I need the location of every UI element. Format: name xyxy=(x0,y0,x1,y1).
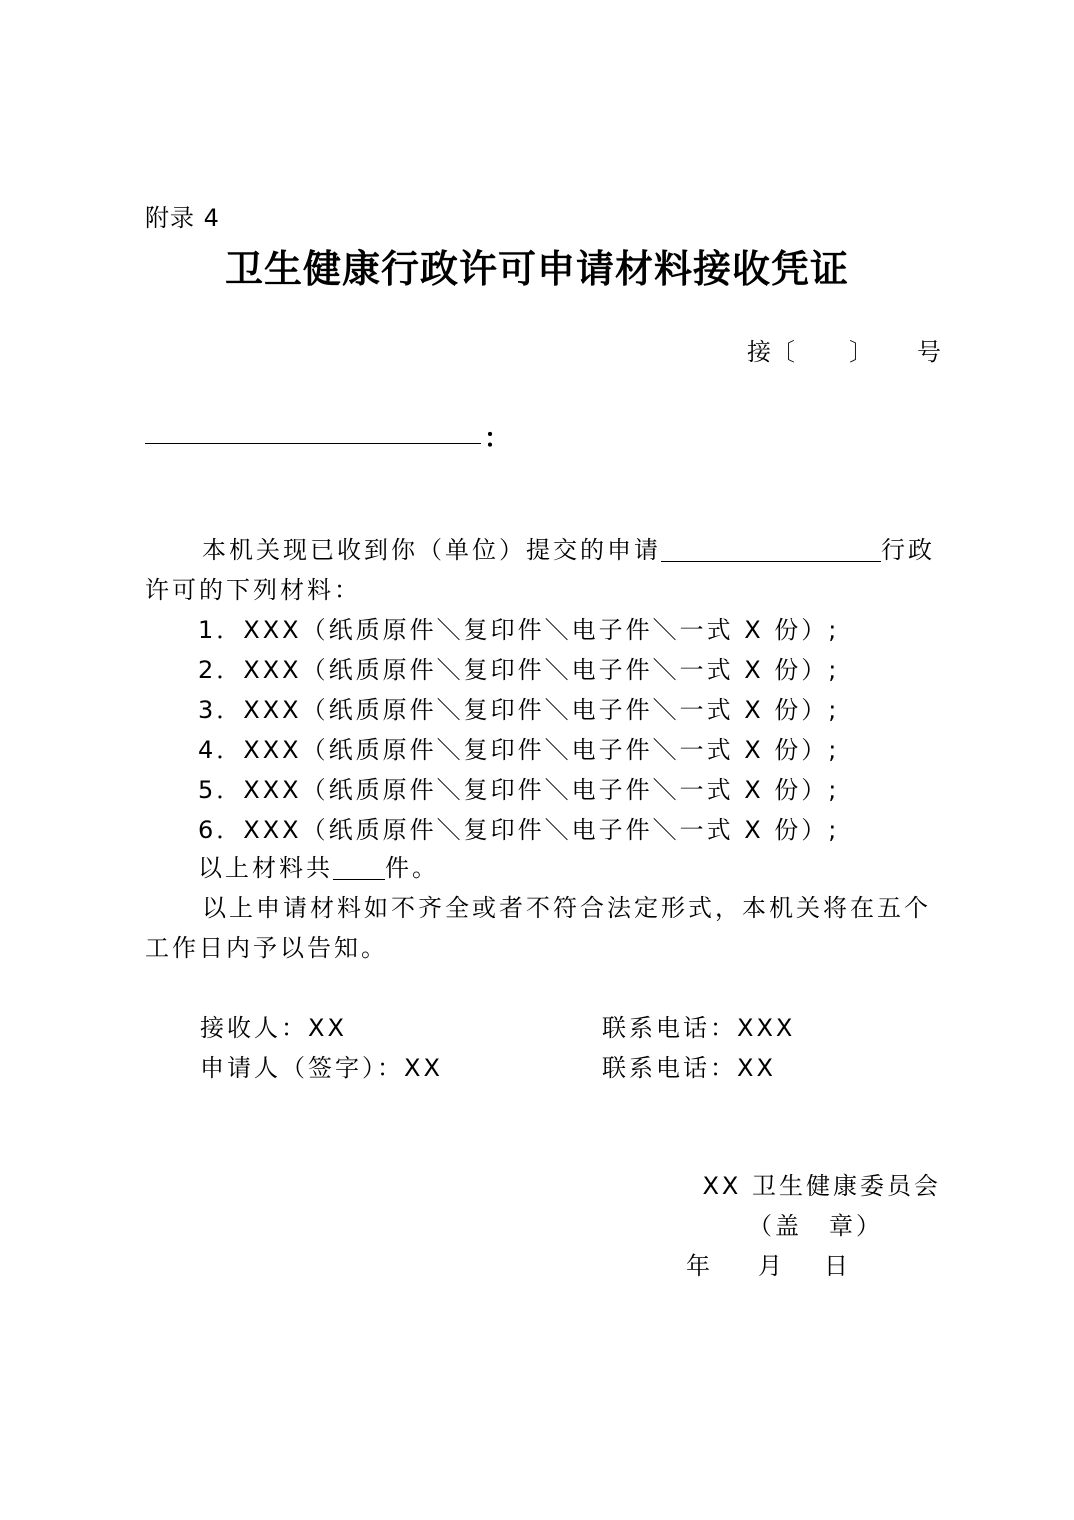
material-item: 3．XXX（纸质原件＼复印件＼电子件＼一式 X 份）; xyxy=(198,696,840,724)
material-item: 6．XXX（纸质原件＼复印件＼电子件＼一式 X 份）; xyxy=(198,816,840,844)
receiver-phone-field: 联系电话：XXX xyxy=(602,1014,796,1042)
notice-paragraph xyxy=(145,888,941,968)
total-suffix: 件。 xyxy=(385,854,439,882)
total-prefix: 以上材料共 xyxy=(198,854,333,882)
date-line xyxy=(686,1246,848,1281)
date-day: 日 xyxy=(824,1252,848,1280)
material-item: 4．XXX（纸质原件＼复印件＼电子件＼一式 X 份）; xyxy=(198,736,840,764)
material-item: 1．XXX（纸质原件＼复印件＼电子件＼一式 X 份）; xyxy=(198,616,840,644)
issuing-organization: XX 卫生健康委员会 xyxy=(702,1172,941,1200)
materials-total xyxy=(198,848,439,888)
total-count-blank xyxy=(333,853,385,880)
receipt-number xyxy=(747,332,941,367)
addressee-colon: ： xyxy=(484,424,511,454)
material-item: 2．XXX（纸质原件＼复印件＼电子件＼一式 X 份）; xyxy=(198,656,840,684)
notice-text: 以上申请材料如不齐全或者不符合法定形式，本机关将在五个工作日内予以告知。 xyxy=(145,894,931,962)
intro-part2: 行政许可的下列材料： xyxy=(145,536,935,604)
intro-paragraph xyxy=(145,530,941,610)
addressee-blank xyxy=(145,421,481,444)
seal-label: （盖 章） xyxy=(748,1212,883,1240)
receiver-field: 接收人：XX xyxy=(200,1014,347,1042)
appendix-label: 附录 4 xyxy=(145,204,220,232)
date-month: 月 xyxy=(758,1252,782,1280)
applicant-phone-field: 联系电话：XX xyxy=(602,1054,776,1082)
date-year: 年 xyxy=(686,1252,710,1280)
material-item: 5．XXX（纸质原件＼复印件＼电子件＼一式 X 份）; xyxy=(198,776,840,804)
intro-part1: 本机关现已收到你（单位）提交的申请 xyxy=(202,536,661,564)
document-title: 卫生健康行政许可申请材料接收凭证 xyxy=(224,246,849,291)
receipt-number-suffix: 号 xyxy=(917,338,941,366)
applicant-field: 申请人（签字）：XX xyxy=(200,1054,443,1082)
materials-list xyxy=(198,610,839,850)
receipt-number-close: 〕 xyxy=(849,338,873,366)
receipt-number-prefix: 接〔 xyxy=(747,338,795,366)
permit-name-blank xyxy=(661,535,881,562)
